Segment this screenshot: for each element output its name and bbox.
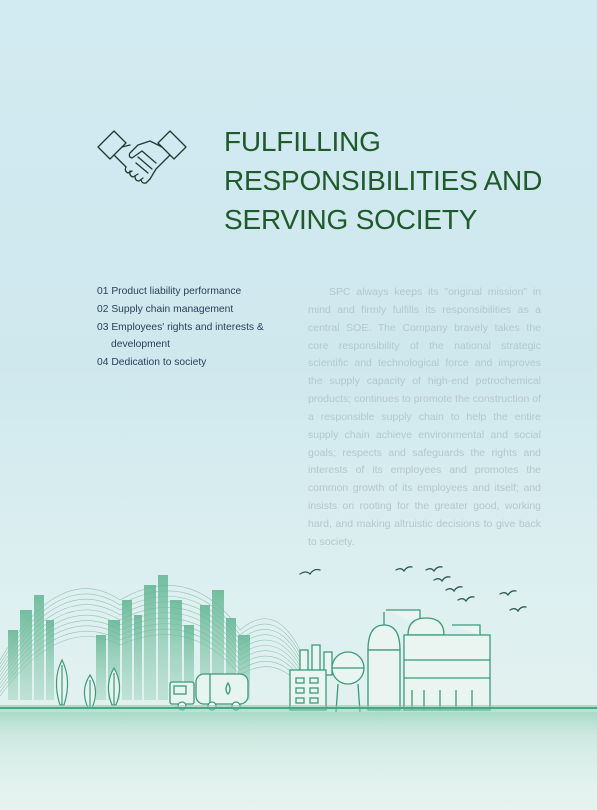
- contents-item[interactable]: [97, 319, 287, 355]
- contents-item[interactable]: 02 Supply chain management: [97, 303, 234, 315]
- petrochemical-plant: [290, 610, 490, 712]
- birds: [300, 567, 526, 611]
- contents-item-line: 03 Employees' rights and interests &: [97, 321, 264, 333]
- section-title: [224, 122, 564, 239]
- title-line: FULFILLING: [224, 126, 381, 157]
- title-line: SERVING SOCIETY: [224, 204, 478, 235]
- handshake-icon: [96, 121, 188, 187]
- contents-item[interactable]: 01 Product liability performance: [97, 286, 242, 297]
- contents-item[interactable]: 04 Dedication to society: [97, 357, 207, 369]
- contents-item-line: development: [111, 339, 170, 351]
- water-reflection: [0, 712, 597, 810]
- intro-paragraph: SPC always keeps its "original mission" in mind and firmly fulfills its responsibilities as a central SOE. The Company bravely takes the core responsibility of the national strategic scientific and technological force and improves the supply capacity of high-end petrochemical products; continues to promote the construction of a responsible supply chain to help the entire supply chain achieve environmental and social goals; respects and safeguards the rights and interests of its employees and promotes the common growth of its employees and itself; and insists on rooting for the greater good, working hard, and making altruistic decisions to give back to society.: [308, 286, 541, 548]
- industrial-city-illustration: [0, 540, 597, 810]
- title-line: RESPONSIBILITIES AND: [224, 165, 543, 196]
- contents-list: [97, 283, 287, 372]
